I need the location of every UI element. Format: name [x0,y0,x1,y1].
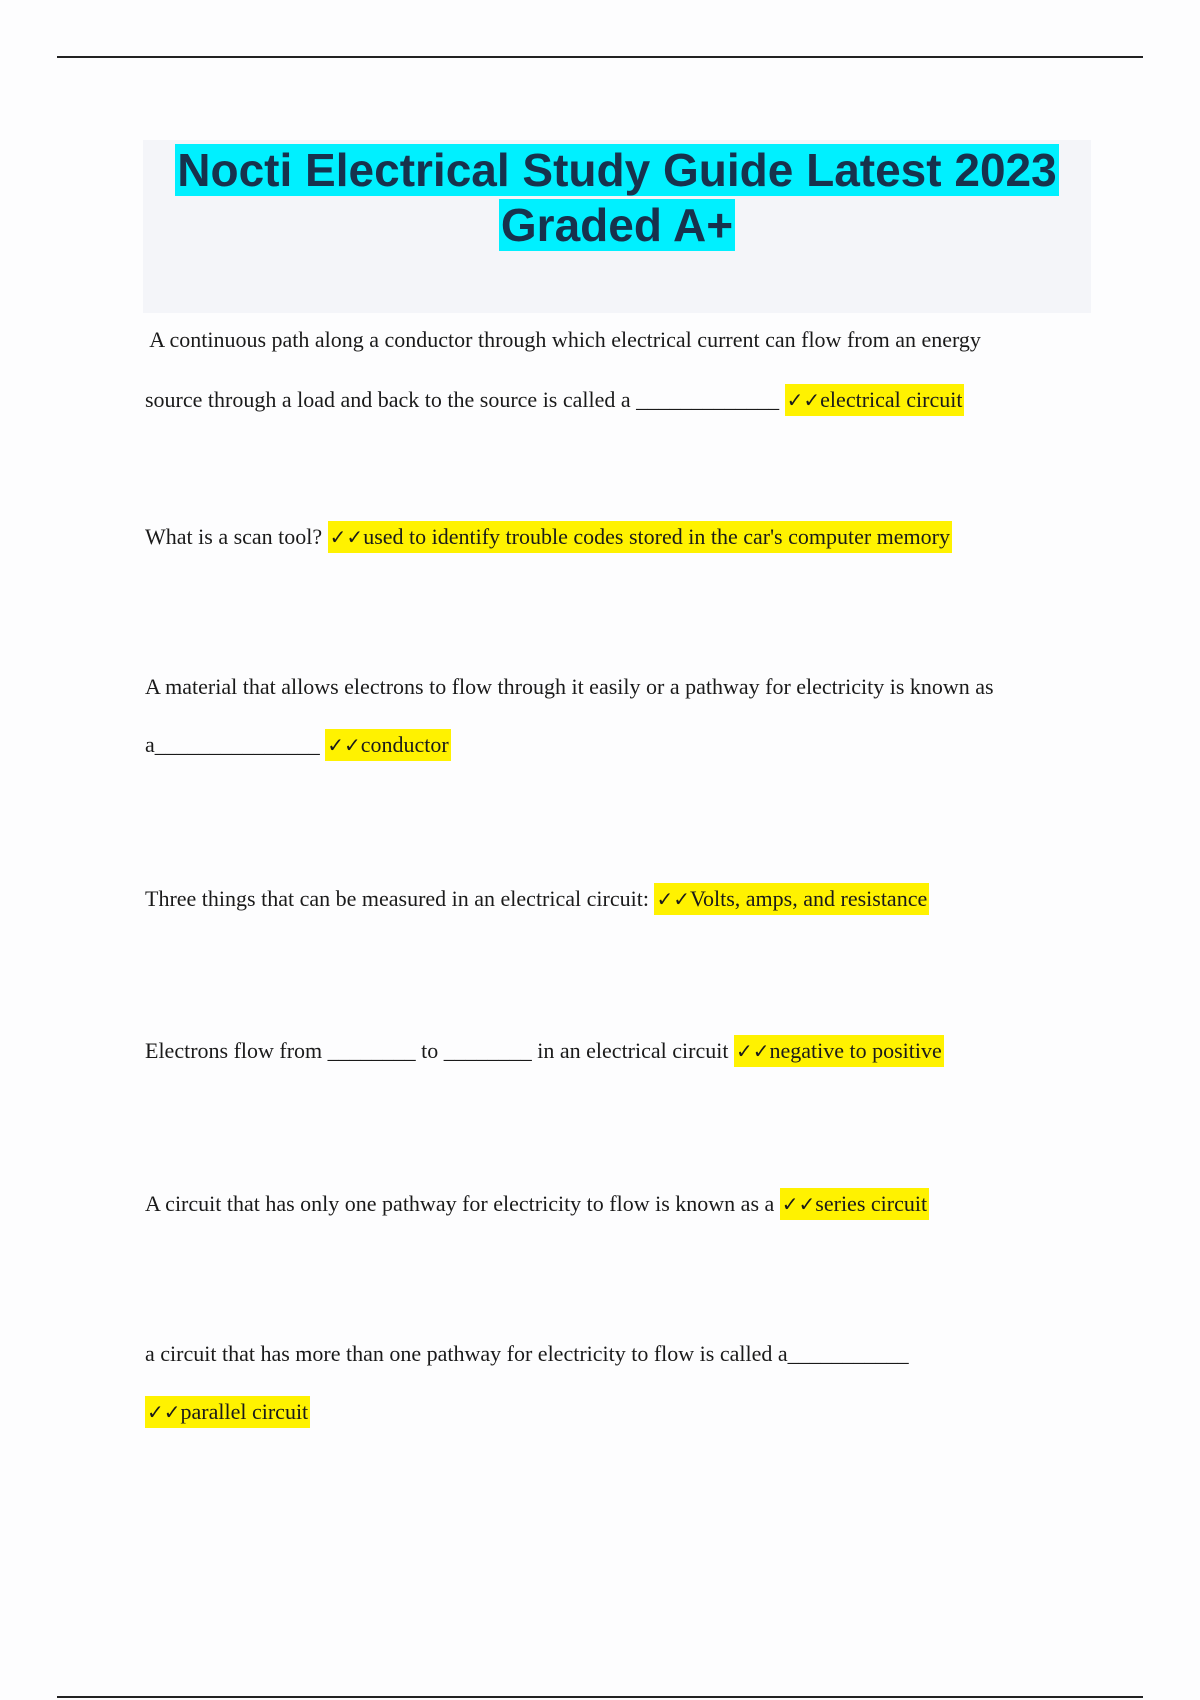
answer-highlight [654,883,929,915]
question-answer-line [145,370,1085,430]
question-answer-line [145,1383,1085,1441]
check-icon: ✓✓ [656,887,690,911]
question-answer-line [145,1187,1085,1221]
answer-highlight [145,1396,310,1428]
check-icon: ✓✓ [781,1192,816,1216]
top-rule [57,56,1143,58]
question-answer-line [145,716,1085,774]
answer-highlight [734,1035,944,1067]
answer-highlight [328,521,952,553]
check-icon: ✓✓ [147,1400,181,1424]
question-text: A continuous path along a conductor through which electrical current can flow from an energy [145,327,981,352]
answer-text: electrical circuit [820,387,963,412]
question-text: a_______________ [145,732,326,757]
question-text: A circuit that has only one pathway for electricity to flow is known as a [145,1191,780,1216]
answer-text: negative to positive [769,1038,942,1063]
title-line-1: Nocti Electrical Study Guide Latest 2023 [177,144,1057,196]
qa-item-2 [145,520,1085,554]
question-text: Electrons flow from ________ to ________ in an electrical circuit [145,1038,734,1063]
title-line-2: Graded A+ [500,199,734,251]
qa-item-3 [145,658,1085,774]
check-icon: ✓✓ [329,525,364,549]
answer-highlight [325,729,450,761]
answer-text: series circuit [815,1191,928,1216]
question-answer-line [145,882,1085,916]
check-icon: ✓✓ [327,733,361,757]
document-title [143,143,1091,253]
qa-item-5 [145,1034,1085,1068]
question-text: A material that allows electrons to flow through it easily or a pathway for electricity is known as [145,674,994,699]
qa-item-1 [145,310,1085,430]
question-text: a circuit that has more than one pathway for electricity to flow is called a___________ [145,1341,909,1366]
qa-item-7 [145,1325,1085,1441]
question-text: Three things that can be measured in an electrical circuit: [145,886,655,911]
answer-highlight [780,1188,929,1220]
answer-text: conductor [360,732,449,757]
question-text: What is a scan tool? [145,524,328,549]
bottom-rule [57,1696,1143,1698]
question-text: source through a load and back to the source is called a _____________ [145,387,785,412]
qa-item-4 [145,882,1085,916]
answer-highlight [785,384,965,416]
check-icon: ✓✓ [786,388,821,412]
answer-text: used to identify trouble codes stored in the car's computer memory [363,524,950,549]
qa-item-6 [145,1187,1085,1221]
answer-text: parallel circuit [180,1399,309,1424]
answer-text: Volts, amps, and resistance [689,886,928,911]
question-answer-line [145,1034,1085,1068]
question-answer-line [145,520,1085,554]
check-icon: ✓✓ [735,1039,770,1063]
